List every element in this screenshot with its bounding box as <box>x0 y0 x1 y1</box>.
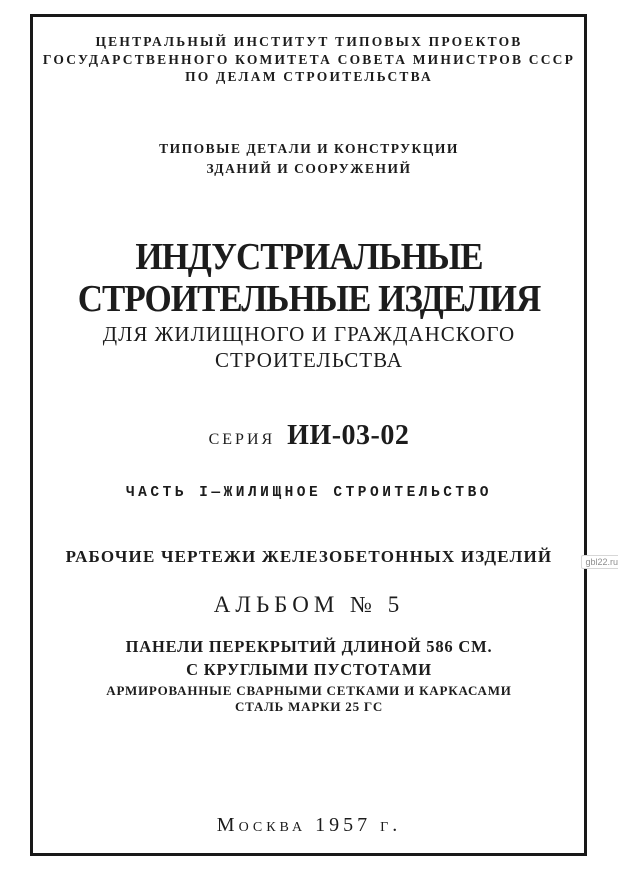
product-description <box>30 635 588 681</box>
issuing-organization <box>30 33 588 86</box>
caption-line: ЗДАНИЙ И СООРУЖЕНИЙ <box>206 161 412 176</box>
title-line: ИНДУСТРИАЛЬНЫЕ <box>135 234 483 278</box>
series-code: ИИ-03-02 <box>287 420 410 451</box>
document-subtitle <box>30 321 588 373</box>
org-line: ЦЕНТРАЛЬНЫЙ ИНСТИТУТ ТИПОВЫХ ПРОЕКТОВ <box>95 34 523 49</box>
reinforcement-line: АРМИРОВАННЫЕ СВАРНЫМИ СЕТКАМИ И КАРКАСАМИ <box>106 683 512 698</box>
series-caption <box>30 139 588 179</box>
reinforcement-line: СТАЛЬ МАРКИ 25 ГС <box>234 699 384 714</box>
product-line: ПАНЕЛИ ПЕРЕКРЫТИЙ ДЛИНОЙ 586 СМ. <box>125 637 493 656</box>
working-drawings-line: РАБОЧИЕ ЧЕРТЕЖИ ЖЕЛЕЗОБЕТОННЫХ ИЗДЕЛИЙ <box>65 547 553 566</box>
document-title <box>30 236 588 320</box>
imprint-city-year: Москва 1957 г. <box>216 814 402 836</box>
product-line: С КРУГЛЫМИ ПУСТОТАМИ <box>186 660 432 679</box>
site-watermark: gbl22.ru <box>581 555 618 569</box>
series-label: СЕРИЯ <box>208 431 276 448</box>
title-line: СТРОИТЕЛЬНЫЕ ИЗДЕЛИЯ <box>77 276 541 320</box>
caption-line: ТИПОВЫЕ ДЕТАЛИ И КОНСТРУКЦИИ <box>159 141 459 156</box>
part-designation: ЧАСТЬ I—ЖИЛИЩНОЕ СТРОИТЕЛЬСТВО <box>125 485 493 501</box>
reinforcement-description <box>30 683 588 715</box>
org-line: ГОСУДАРСТВЕННОГО КОМИТЕТА СОВЕТА МИНИСТРОВ СССР <box>42 51 576 67</box>
org-line: ПО ДЕЛАМ СТРОИТЕЛЬСТВА <box>185 69 433 84</box>
subtitle-line: ДЛЯ ЖИЛИЩНОГО И ГРАЖДАНСКОГО <box>102 322 516 346</box>
album-number: АЛЬБОМ № 5 <box>213 592 405 617</box>
series-designation <box>30 419 588 457</box>
subtitle-line: СТРОИТЕЛЬСТВА <box>215 348 403 372</box>
